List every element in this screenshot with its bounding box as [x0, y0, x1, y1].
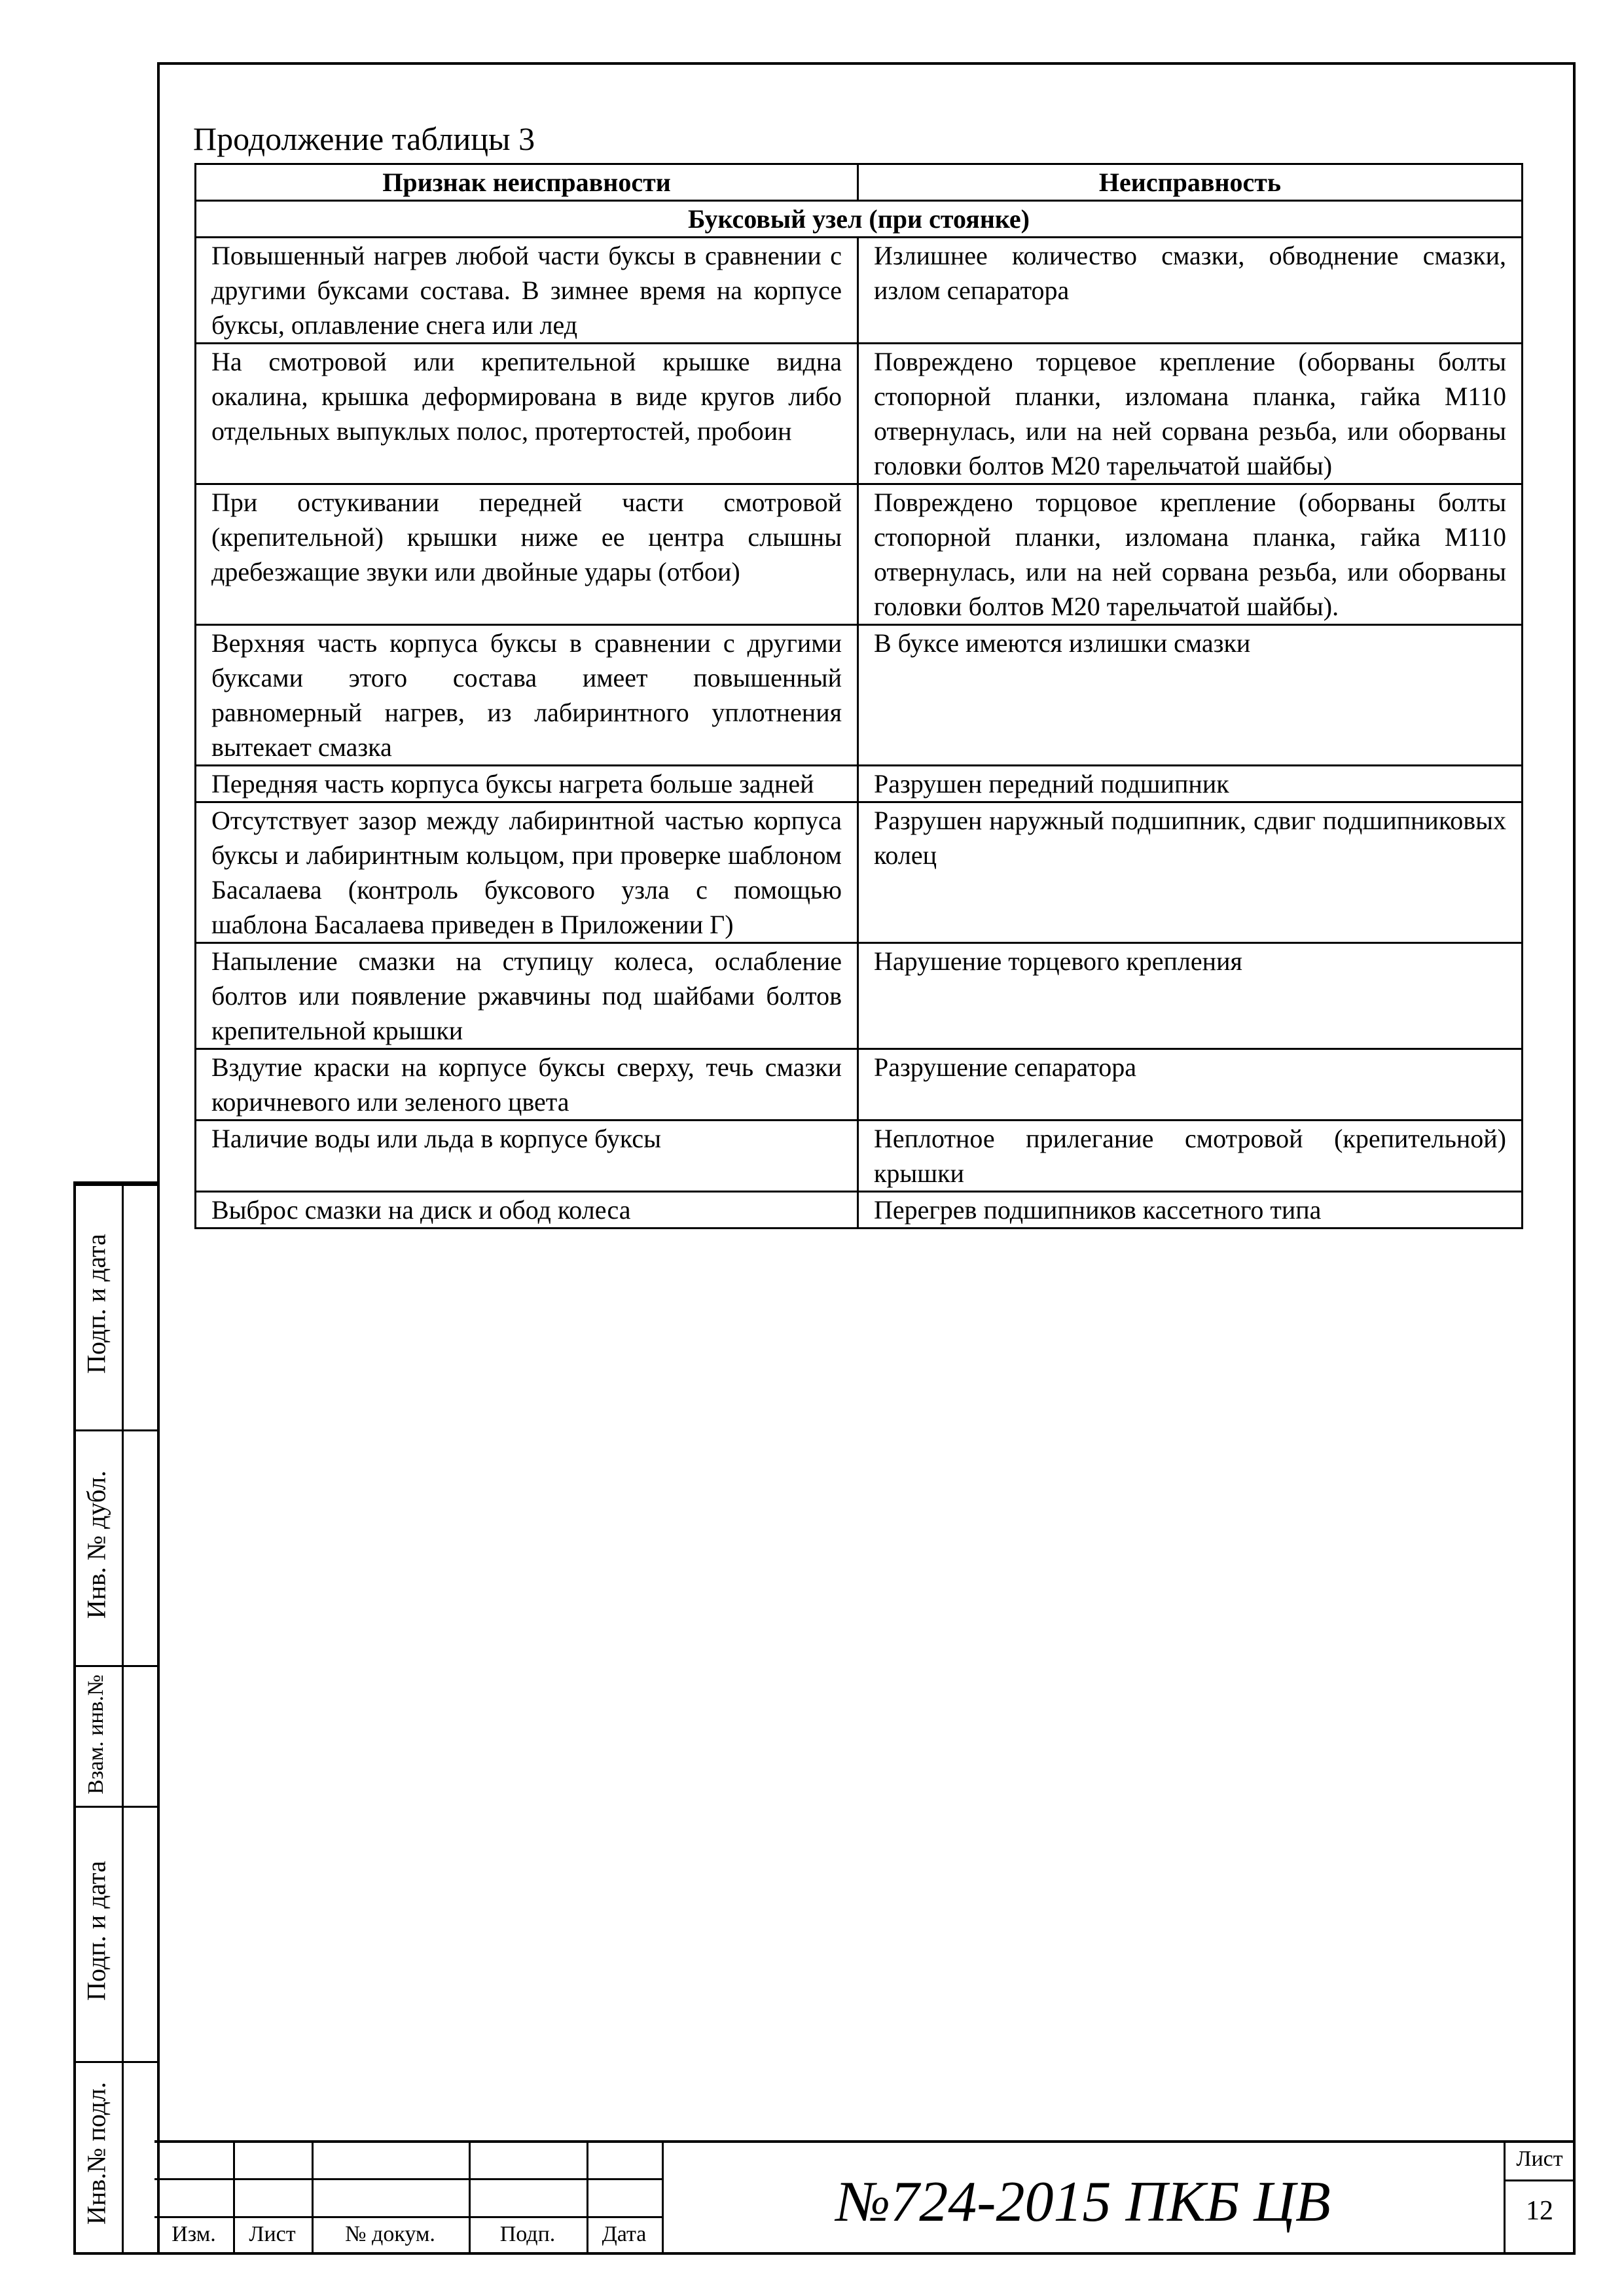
cell-fault: Перегрев подшипников кассетного типа [858, 1192, 1523, 1229]
document-number: №724-2015 ПКБ ЦВ [836, 2170, 1331, 2234]
tb-col-sheet: Лист [249, 2222, 296, 2246]
cell-sign: Наличие воды или льда в корпусе буксы [196, 1121, 858, 1192]
table-row [196, 1049, 1523, 1121]
cell-fault: Разрушен передний подшипник [858, 766, 1523, 802]
cell-fault: В буксе имеются излишки смазки [858, 625, 1523, 766]
cell-sign: Отсутствует зазор между лабиринтной частью корпуса буксы и лабиринтным кольцом, при проверке шаблоном Басалаева (контроль буксового узла с помощью шаблона Басалаева приведен в Приложении Г) [196, 802, 858, 943]
table-row [196, 1192, 1523, 1229]
cell-fault: Неплотное прилегание смотровой (крепительной) крышки [858, 1121, 1523, 1192]
cell-sign: Верхняя часть корпуса буксы в сравнении с другими буксами этого состава имеет повышенный равномерный нагрев, из лабиринтного уплотнения вытекает смазка [196, 625, 858, 766]
table-row [196, 943, 1523, 1049]
cell-sign: Повышенный нагрев любой части буксы в сравнении с другими буксами состава. В зимнее время на корпусе буксы, оплавление снега или лед [196, 238, 858, 344]
cell-sign: На смотровой или крепительной крышке видна окалина, крышка деформирована в виде кругов либо отдельных выпуклых полос, протертостей, пробоин [196, 344, 858, 484]
table-caption: Продолжение таблицы 3 [193, 120, 535, 157]
cell-sign: Передняя часть корпуса буксы нагрета больше задней [196, 766, 858, 802]
cell-fault: Нарушение торцевого крепления [858, 943, 1523, 1049]
tb-col-sign: Подп. [499, 2222, 556, 2246]
table-row [196, 1121, 1523, 1192]
cell-fault: Разрушение сепаратора [858, 1049, 1523, 1121]
cell-sign: При остукивании передней части смотровой (крепительной) крышки ниже ее центра слышны дребезжащие звуки или двойные удары (отбои) [196, 484, 858, 625]
section-row [196, 201, 1523, 238]
section-title: Буксовый узел (при стоянке) [196, 201, 1523, 238]
cell-sign: Выброс смазки на диск и обод колеса [196, 1192, 858, 1229]
table-row [196, 766, 1523, 802]
cell-fault: Повреждено торцевое крепление (оборваны болты стопорной планки, изломана планка, гайка М110 отвернулась, или на ней сорвана резьба, или оборваны головки болтов М20 тарельчатой шайбы) [858, 344, 1523, 484]
table-row [196, 238, 1523, 344]
cell-sign: Вздутие краски на корпусе буксы сверху, течь смазки коричневого или зеленого цвета [196, 1049, 858, 1121]
sheet-label: Лист [1516, 2147, 1563, 2171]
tb-col-change: Изм. [171, 2222, 216, 2246]
table-row [196, 625, 1523, 766]
table-row [196, 484, 1523, 625]
sheet-number: 12 [1526, 2196, 1553, 2226]
header-fault: Неисправность [858, 164, 1523, 201]
table-row [196, 344, 1523, 484]
tb-col-date: Дата [602, 2222, 647, 2246]
cell-fault: Повреждено торцовое крепление (оборваны болты стопорной планки, изломана планка, гайка М110 отвернулась, или на ней сорвана резьба, или оборваны головки болтов М20 тарельчатой шайбы). [858, 484, 1523, 625]
cell-fault: Разрушен наружный подшипник, сдвиг подшипниковых колец [858, 802, 1523, 943]
table-row [196, 802, 1523, 943]
tb-col-doc: № докум. [345, 2222, 435, 2246]
faults-table [194, 163, 1523, 1229]
header-sign: Признак неисправности [196, 164, 858, 201]
cell-fault: Излишнее количество смазки, обводнение смазки, излом сепаратора [858, 238, 1523, 344]
table-header-row [196, 164, 1523, 201]
cell-sign: Напыление смазки на ступицу колеса, ослабление болтов или появление ржавчины под шайбами болтов крепительной крышки [196, 943, 858, 1049]
